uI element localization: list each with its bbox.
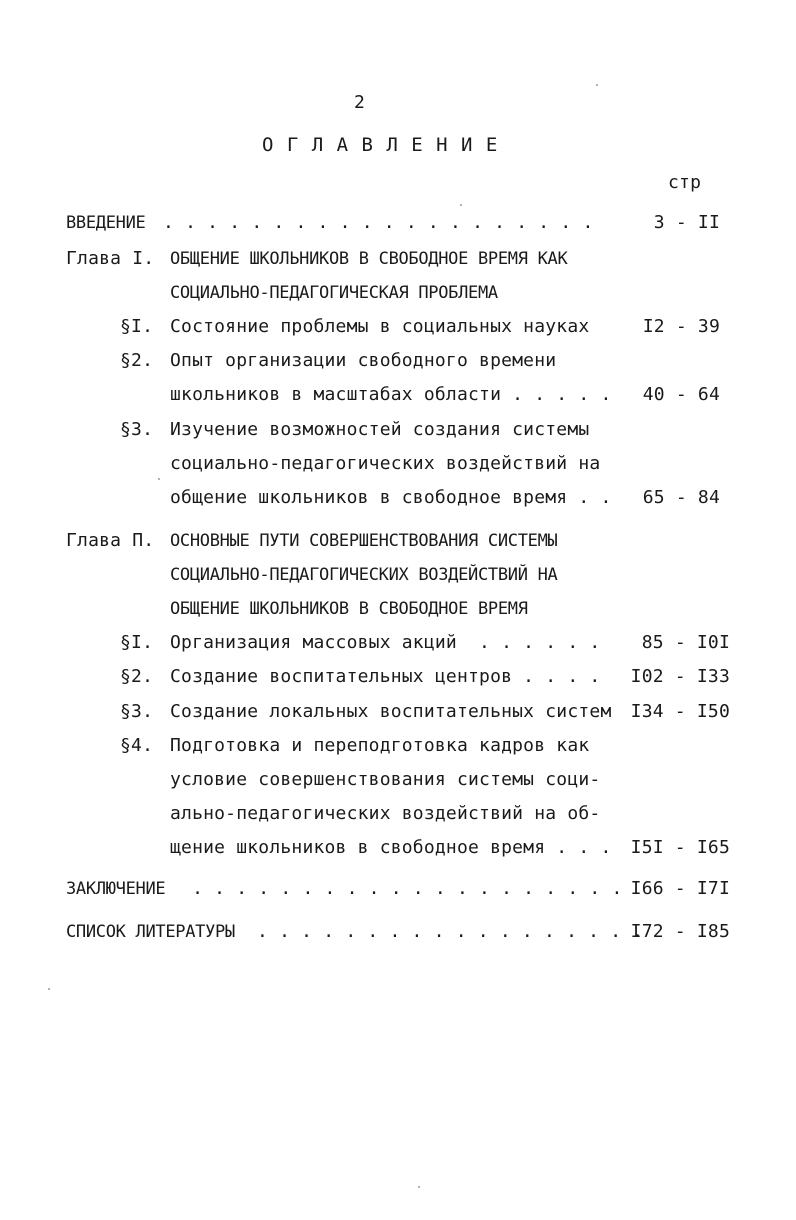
section-title-line: условие совершенствования системы соци- [170, 769, 601, 790]
chapter-title-line: ОБЩЕНИЕ ШКОЛЬНИКОВ В СВОБОДНОЕ ВРЕМЯ [170, 599, 528, 619]
scan-speck [158, 478, 160, 480]
chapter-title-line: СОЦИАЛЬНО-ПЕДАГОГИЧЕСКИХ ВОЗДЕЙСТВИЙ НА [170, 565, 558, 585]
section-pages: I02 - I33 [630, 666, 730, 687]
scan-speck [596, 84, 598, 86]
chapter-label: Глава П. [66, 530, 155, 551]
section-label: §2. [120, 666, 154, 687]
toc-entry-leader: . . . . . . . . . . . . . . . . . . [246, 921, 644, 942]
section-label: §2. [120, 350, 154, 371]
toc-entry-leader: . . . . . . . . . . . . . . . . . . . . [170, 878, 623, 899]
scan-speck [418, 1186, 420, 1188]
section-pages: I34 - I50 [630, 701, 730, 722]
toc-entry-label: ЗАКЛЮЧЕНИЕ [66, 879, 166, 899]
section-title-line: Изучение возможностей создания системы [170, 419, 590, 440]
section-title-line: ально-педагогических воздействий на об- [170, 803, 601, 824]
section-label: §I. [120, 632, 154, 653]
section-pages: I2 - 39 [642, 316, 720, 337]
section-pages: I5I - I65 [630, 837, 730, 858]
pages-column-label: стр [668, 172, 702, 193]
section-title-line: Опыт организации свободного времени [170, 350, 557, 371]
section-title-line: Организация массовых акций . . . . . . [170, 632, 601, 653]
section-title-line: Подготовка и переподготовка кадров как [170, 735, 590, 756]
section-pages: 40 - 64 [642, 384, 720, 405]
scan-speck [48, 988, 50, 990]
section-pages: 85 - I0I [641, 632, 730, 653]
chapter-label: Глава I. [66, 248, 155, 269]
chapter-title-line: ОБЩЕНИЕ ШКОЛЬНИКОВ В СВОБОДНОЕ ВРЕМЯ КАК [170, 249, 568, 269]
section-pages: 65 - 84 [642, 487, 720, 508]
scan-speck [460, 204, 462, 206]
toc-entry-pages: I66 - I7I [630, 878, 730, 899]
section-title-line: Состояние проблемы в социальных науках [170, 316, 590, 337]
toc-entry-label: ВВЕДЕНИЕ [66, 213, 146, 233]
chapter-title-line: СОЦИАЛЬНО-ПЕДАГОГИЧЕСКАЯ ПРОБЛЕМА [170, 283, 498, 303]
section-title-line: Создание локальных воспитательных систем [170, 701, 612, 722]
section-label: §3. [120, 701, 154, 722]
toc-heading: О Г Л А В Л Е Н И Е [262, 134, 499, 156]
toc-entry-label: СПИСОК ЛИТЕРАТУРЫ [66, 922, 235, 942]
section-title-line: школьников в масштабах области . . . . . [170, 384, 612, 405]
section-title-line: Создание воспитательных центров . . . . [170, 666, 601, 687]
section-title-line: щение школьников в свободное время . . . [170, 837, 612, 858]
page-number: 2 [354, 92, 366, 113]
section-label: §4. [120, 735, 154, 756]
toc-entry-leader: . . . . . . . . . . . . . . . . . . . . [152, 212, 594, 233]
section-label: §I. [120, 316, 154, 337]
toc-entry-pages: 3 - II [653, 212, 720, 233]
section-title-line: социально-педагогических воздействий на [170, 453, 601, 474]
section-title-line: общение школьников в свободное время . . [170, 487, 612, 508]
toc-entry-pages: I72 - I85 [630, 921, 730, 942]
chapter-title-line: ОСНОВНЫЕ ПУТИ СОВЕРШЕНСТВОВАНИЯ СИСТЕМЫ [170, 531, 558, 551]
section-label: §3. [120, 419, 154, 440]
